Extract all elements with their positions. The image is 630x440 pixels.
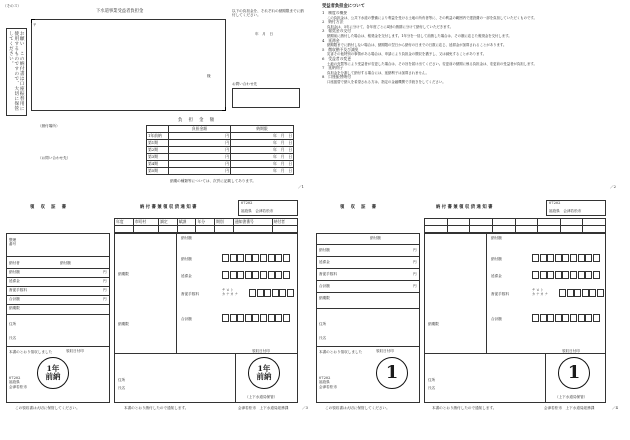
amount-label: 納付額 bbox=[370, 236, 381, 240]
total-label: 合計額 bbox=[491, 317, 502, 321]
due-cell: 年 月 日 bbox=[231, 161, 294, 168]
code-col: 市町村 bbox=[133, 219, 158, 226]
total-label: 合計額 bbox=[9, 297, 20, 301]
amount-table bbox=[146, 125, 294, 175]
section bbox=[322, 11, 618, 20]
yen-mark: 円 bbox=[103, 297, 107, 301]
section-body: 災害その他特別の事情がある場合は、申請により負担金の徴収を猶予し、又は減免することがあります。 bbox=[327, 52, 487, 57]
name-label: 氏名 bbox=[428, 386, 436, 390]
section-body: 納期前に納付した場合は、報奨金を交付します。1年分を一括して前納した場合は、その額に応じた報奨金を交付します。 bbox=[327, 33, 512, 38]
inquiry-label: お問い合わせ先 bbox=[232, 82, 258, 86]
code-header-row bbox=[425, 219, 606, 226]
due-cell: 年 月 日 bbox=[231, 168, 294, 175]
form-title: 下水道事業受益者負担金 bbox=[96, 9, 144, 14]
payer-label: 納付者 bbox=[9, 261, 20, 265]
amount-row-label: 納付額 bbox=[181, 257, 192, 261]
receipt-stamp-label: 領収日付印 bbox=[66, 349, 84, 353]
section-title: 8 口座振替納付 bbox=[322, 74, 351, 80]
code-col: 年分 bbox=[196, 219, 215, 226]
section-title: 4 延滞金 bbox=[322, 37, 340, 43]
code-col: 賦課 bbox=[177, 219, 196, 226]
amount-label: 納付額 bbox=[60, 261, 71, 265]
request-text: お願い この納付書は口座振替用に使用するものですので、大切に保管してください。 bbox=[8, 31, 25, 111]
footer-note: この領収書は大切に保管してください。 bbox=[325, 406, 390, 410]
code-header bbox=[424, 218, 606, 233]
due-row-label: 納期限 bbox=[428, 322, 439, 326]
receipt-stamp-label: 領収日付印 bbox=[252, 349, 270, 353]
notice-date: 年 月 日 bbox=[255, 32, 273, 36]
code-value-row bbox=[115, 226, 298, 233]
address-window bbox=[31, 19, 226, 111]
amount-cell: 円 bbox=[169, 168, 231, 175]
amount-row-label: 納付額 bbox=[9, 270, 20, 274]
table-header bbox=[147, 126, 169, 133]
amount-digits bbox=[532, 254, 600, 262]
return-address: 07202 福島県 会津若松市 bbox=[319, 376, 337, 389]
section-body: 口座振替で納入を希望される方は、指定の金融機関で手続きをしてください。 bbox=[327, 79, 446, 84]
period-row-label: 納期限 bbox=[118, 272, 129, 276]
page-number: ／2 bbox=[610, 185, 616, 189]
yen-mark: 円 bbox=[413, 284, 417, 288]
address-label: 住所 bbox=[428, 378, 436, 382]
period-label: 第2期 bbox=[147, 147, 169, 154]
reward-label: 督促手数料 bbox=[181, 292, 199, 296]
period-stamp-icon: 1 bbox=[558, 357, 590, 389]
yen-mark: 円 bbox=[103, 279, 107, 283]
period-label: 1年前納 bbox=[147, 133, 169, 140]
code-col: 期別 bbox=[215, 219, 234, 226]
org-code: 07202 bbox=[549, 201, 561, 205]
amount-row-label: 納付額 bbox=[319, 248, 330, 252]
notice-title: 納 付 書 兼 領 収 済 通 知 書 bbox=[140, 205, 197, 210]
code-col: 通知書番号 bbox=[233, 219, 272, 226]
payment-notice: 以下の負担金を、それぞれの納期限までに納付してください。 bbox=[232, 9, 304, 18]
amount-digits bbox=[222, 254, 290, 262]
code-header bbox=[114, 218, 298, 233]
due-label: 納期限 bbox=[9, 306, 20, 310]
total-digits bbox=[532, 314, 600, 322]
yen-mark: 円 bbox=[413, 260, 417, 264]
table-row bbox=[147, 133, 294, 140]
section-title: 6 受益者の変更 bbox=[322, 55, 351, 61]
name-label: 氏名 bbox=[319, 336, 327, 340]
address-label: 住所 bbox=[118, 378, 126, 382]
yen-mark: 円 bbox=[413, 272, 417, 276]
amount-label: 納付額 bbox=[491, 236, 502, 240]
section-body: 納期限までに納付しない場合は、納期限の翌日から納付の日までの日数に応じ、延滞金が加算されることがあります。 bbox=[327, 43, 507, 48]
code-col: 調定 bbox=[159, 219, 178, 226]
receipt-stamp-label: 領収日付印 bbox=[562, 349, 580, 353]
corner-mark bbox=[31, 19, 35, 23]
yen-mark: 円 bbox=[103, 288, 107, 292]
due-row-label: 納期限 bbox=[118, 322, 129, 326]
inquiry-box bbox=[232, 88, 300, 108]
check-digit: チ ロ ト カ ナ カ ナ bbox=[222, 288, 238, 297]
notice-title: 納 付 書 兼 領 収 済 通 知 書 bbox=[436, 205, 493, 210]
return-address: 07202 福島県 会津若松市 bbox=[9, 376, 27, 389]
period-stamp-icon: 1 bbox=[376, 357, 408, 389]
delay-digits bbox=[532, 271, 600, 279]
table-row bbox=[147, 140, 294, 147]
table-row bbox=[147, 168, 294, 175]
section-title: 7 延納利子 bbox=[322, 65, 344, 71]
footer-note: この領収書は大切に保管してください。 bbox=[15, 406, 80, 410]
paid-note: 本書のとおり領収しました bbox=[9, 350, 53, 354]
section-body: この負担金は、公共下水道の整備により利益を受ける土地の所有者等に、その利益の範囲内で建設費の一部を負担していただくものです。 bbox=[327, 15, 537, 20]
total-label: 合計額 bbox=[181, 317, 192, 321]
table-row bbox=[147, 161, 294, 168]
code-col: 年度 bbox=[115, 219, 134, 226]
section-body: 負担金は、5年に分けて、各年度ごとに4回の納期に分けて納付していただきます。 bbox=[327, 24, 454, 29]
footer-note: 本書のとおり納付したので通知します。 bbox=[432, 406, 497, 410]
reward-label: 督促手数料 bbox=[9, 288, 27, 292]
section bbox=[322, 29, 618, 38]
check-digit: チ ロ ト カ ナ カ ナ bbox=[532, 288, 548, 297]
section bbox=[322, 48, 618, 57]
yen-mark: 円 bbox=[413, 248, 417, 252]
period-label: 第1期 bbox=[147, 140, 169, 147]
receipt-title: 領 収 証 書 bbox=[30, 205, 68, 210]
amount-label: 納付額 bbox=[181, 236, 192, 240]
bureau-keep: （上下水道局保管） bbox=[245, 395, 278, 399]
section-body: 土地の売買等により受益者が変更した場合は、その旨を届け出てください。変更前の納期に係る負担金は、変更前の受益者が負担します。 bbox=[327, 61, 537, 66]
name-label: 氏名 bbox=[118, 386, 126, 390]
reward-digits bbox=[249, 289, 295, 297]
footer-note: 本書のとおり納付したので通知します。 bbox=[124, 406, 189, 410]
prepaid-stamp-icon: 1年 前納 bbox=[37, 357, 69, 389]
payment-place: （納付場所） bbox=[38, 124, 60, 128]
delay-label: 延滞金 bbox=[319, 260, 330, 264]
delay-label: 延滞金 bbox=[181, 274, 192, 278]
period-label: 第4期 bbox=[147, 161, 169, 168]
name-label: 氏名 bbox=[9, 336, 17, 340]
table-header: 納期限 bbox=[231, 126, 294, 133]
honorific-mark: 様 bbox=[207, 74, 211, 78]
delay-digits bbox=[222, 271, 290, 279]
section bbox=[322, 39, 618, 48]
section bbox=[322, 66, 618, 75]
code-col: 納付者 bbox=[272, 219, 297, 226]
amount-cell: 円 bbox=[169, 140, 231, 147]
postal-mark: 〒 bbox=[33, 23, 37, 27]
section-title: 5 徴収猶予及び減免 bbox=[322, 46, 359, 52]
total-label: 合計額 bbox=[319, 284, 330, 288]
table-row bbox=[147, 147, 294, 154]
page-number: ／1 bbox=[298, 185, 304, 189]
page-number: ／4 bbox=[612, 406, 618, 410]
city-office: 会津若松市 上下水道局総務課 bbox=[238, 406, 289, 410]
prepaid-stamp-icon: 1年 前納 bbox=[248, 357, 280, 389]
corner-mark bbox=[222, 107, 226, 111]
amount-cell: 円 bbox=[169, 147, 231, 154]
address-label: 住所 bbox=[9, 322, 17, 326]
due-label: 納期限 bbox=[319, 296, 330, 300]
city-office: 会津若松市 上下水道局総務課 bbox=[544, 406, 595, 410]
table-header-row bbox=[147, 126, 294, 133]
reward-label: 督促手数料 bbox=[491, 292, 509, 296]
section-body: 負担金を分割して納付する場合には、延納利子は加算されません。 bbox=[327, 70, 429, 75]
section-title: 3 報奨金の交付 bbox=[322, 28, 351, 34]
reward-digits bbox=[559, 289, 605, 297]
address-label: 住所 bbox=[319, 322, 327, 326]
period-label: 第5期 bbox=[147, 168, 169, 175]
footnote: 納期の種類等については、次頁に記載してあります。 bbox=[170, 179, 256, 183]
section bbox=[322, 57, 618, 66]
reward-label: 督促手数料 bbox=[319, 272, 337, 276]
code-value-row bbox=[425, 226, 606, 233]
yen-mark: 円 bbox=[103, 270, 107, 274]
form-number: （その３） bbox=[3, 4, 21, 8]
amount-cell: 円 bbox=[169, 154, 231, 161]
total-digits bbox=[222, 314, 290, 322]
table-title: 負 担 金 額 bbox=[178, 118, 216, 123]
amount-cell: 円 bbox=[169, 161, 231, 168]
delay-label: 延滞金 bbox=[491, 274, 502, 278]
table-header: 負担金額 bbox=[169, 126, 231, 133]
section bbox=[322, 20, 618, 29]
table-row bbox=[147, 154, 294, 161]
info-heading: 受益者負担金について bbox=[322, 4, 365, 9]
due-cell: 年 月 日 bbox=[231, 147, 294, 154]
section-title: 2 納付方法 bbox=[322, 19, 344, 25]
due-cell: 年 月 日 bbox=[231, 154, 294, 161]
section bbox=[322, 75, 618, 84]
org-name: 福島県 会津若松市 bbox=[241, 209, 274, 213]
page-number: ／3 bbox=[302, 406, 308, 410]
receipt-stamp-label: 領収日付印 bbox=[376, 349, 394, 353]
delay-label: 延滞金 bbox=[9, 279, 20, 283]
paid-note: 本書のとおり領収しました bbox=[319, 350, 363, 354]
amount-row-label: 納付額 bbox=[491, 257, 502, 261]
due-cell: 年 月 日 bbox=[231, 140, 294, 147]
docno-label: 整理番号 bbox=[9, 238, 17, 247]
period-label: 第3期 bbox=[147, 154, 169, 161]
receipt-title: 領 収 証 書 bbox=[340, 205, 378, 210]
bureau-keep: （上下水道局保管） bbox=[555, 395, 588, 399]
org-name: 福島県 会津若松市 bbox=[549, 209, 582, 213]
section-title: 1 制度の概要 bbox=[322, 11, 348, 15]
amount-cell: 円 bbox=[169, 133, 231, 140]
due-cell: 年 月 日 bbox=[231, 133, 294, 140]
org-code: 07202 bbox=[241, 201, 253, 205]
code-header-row bbox=[115, 219, 298, 226]
contact-label: （お問い合わせ先） bbox=[38, 156, 71, 160]
info-body bbox=[322, 11, 618, 183]
